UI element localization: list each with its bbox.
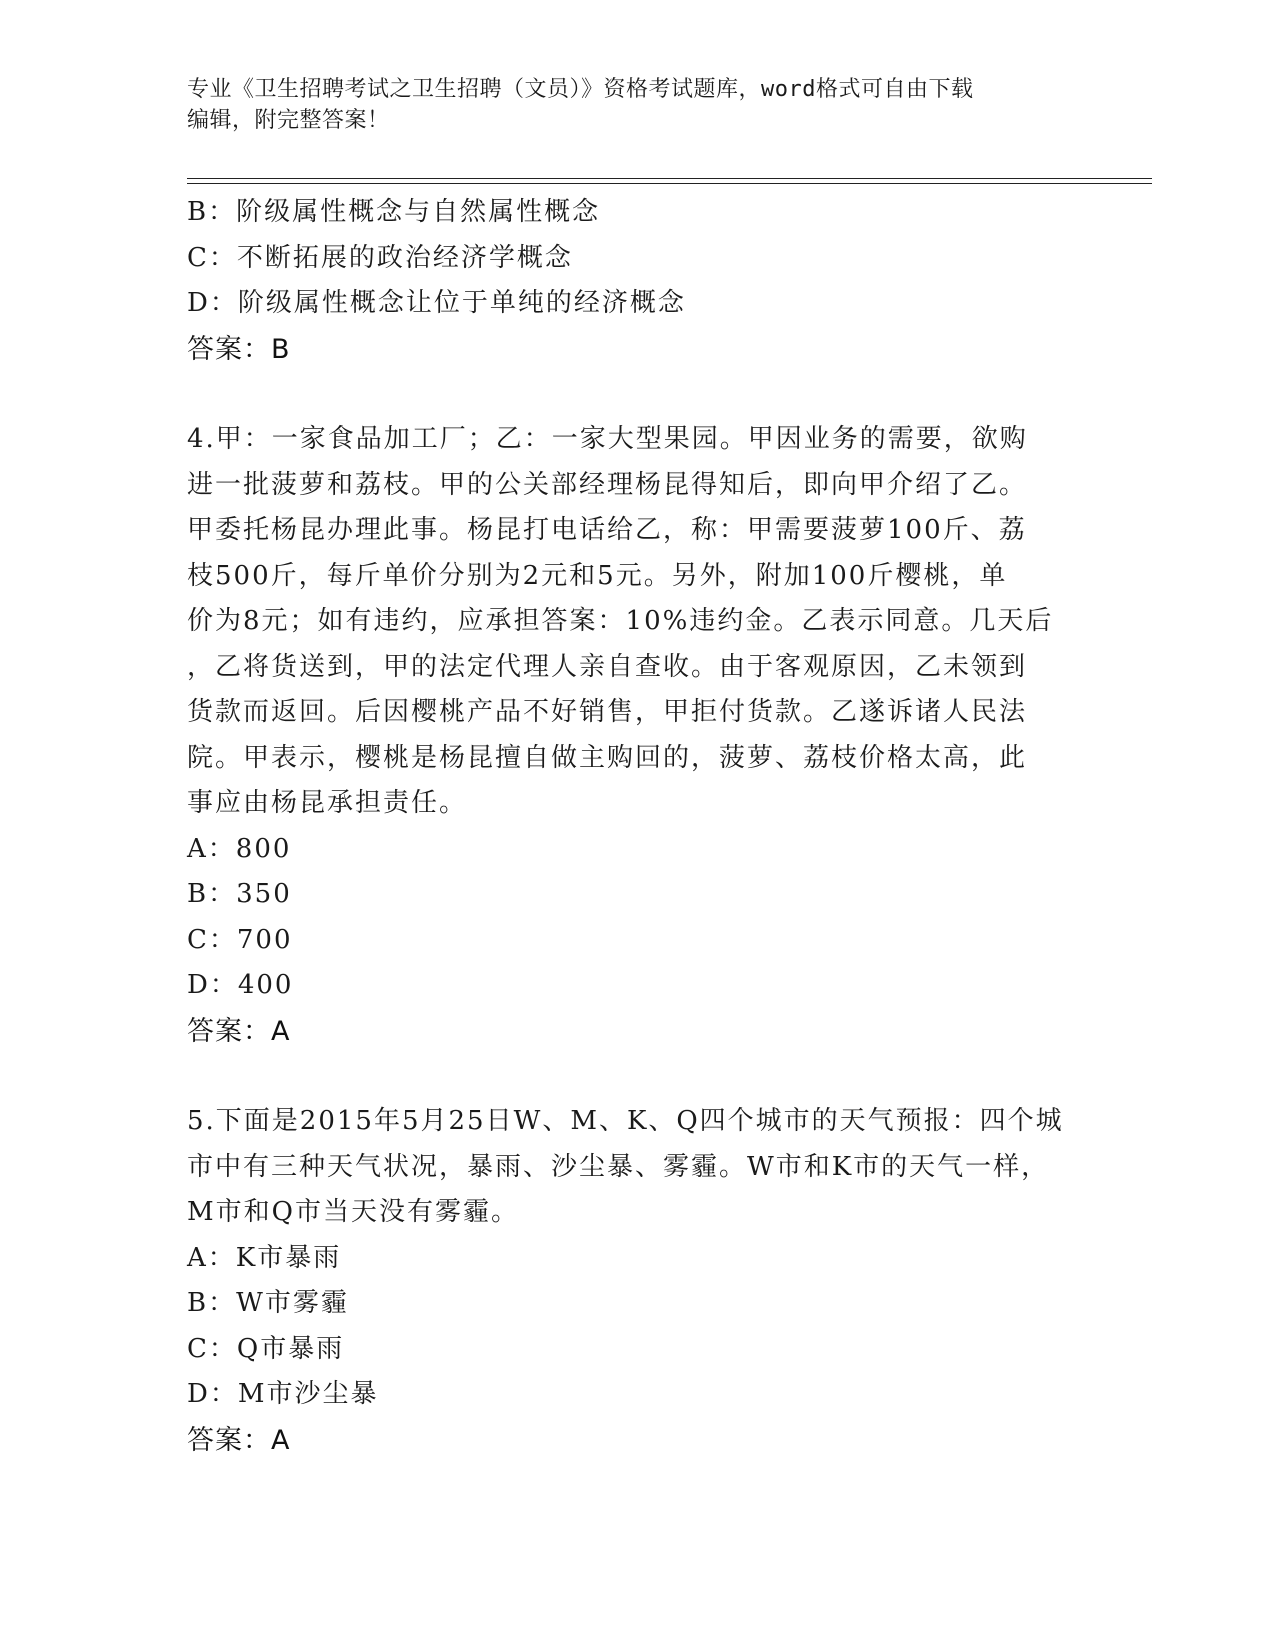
stem-line: 货款而返回。后因樱桃产品不好销售，甲拒付货款。乙遂诉诸人民法	[187, 697, 1028, 727]
stem-line: 价为8元；如有违约，应承担答案：10%违约金。乙表示同意。几天后	[187, 606, 1054, 636]
stem-line: 市中有三种天气状况，暴雨、沙尘暴、雾霾。W市和K市的天气一样，	[187, 1151, 1050, 1182]
header-line-2: 编辑，附完整答案！	[187, 108, 390, 133]
document-body	[187, 190, 1087, 1463]
document-header	[187, 74, 1067, 136]
question-spacer	[187, 372, 1087, 417]
stem-line: 4.甲：一家食品加工厂；乙：一家大型果园。甲因业务的需要，欲购	[187, 424, 1028, 454]
answer-label: 答案：B	[187, 333, 291, 365]
question-spacer	[187, 1054, 1087, 1099]
question-5	[187, 1099, 1087, 1463]
option-a: A：K市暴雨	[187, 1242, 342, 1273]
stem-line: 事应由杨昆承担责任。	[187, 788, 468, 818]
option-b: B：阶级属性概念与自然属性概念	[187, 197, 601, 227]
answer-label: 答案：A	[187, 1424, 291, 1456]
question-3	[187, 190, 1087, 372]
option-d: D：M市沙尘暴	[187, 1379, 379, 1409]
option-b: B：350	[187, 879, 292, 909]
option-b: B：W市雾霾	[187, 1288, 349, 1318]
option-d: D：400	[187, 970, 294, 1000]
option-c: C：不断拓展的政治经济学概念	[187, 242, 573, 273]
question-stem	[187, 417, 1087, 827]
question-4	[187, 417, 1087, 1054]
stem-line: M市和Q市当天没有雾霾。	[187, 1197, 519, 1227]
stem-line: 5.下面是2015年5月25日W、M、K、Q四个城市的天气预报：四个城	[187, 1106, 1064, 1136]
question-stem	[187, 1099, 1087, 1236]
option-d: D：阶级属性概念让位于单纯的经济概念	[187, 288, 686, 318]
stem-line: ，乙将货送到，甲的法定代理人亲自查收。由于客观原因，乙未领到	[187, 651, 1028, 682]
header-line-1: 专业《卫生招聘考试之卫生招聘（文员）》资格考试题库，word格式可自由下载	[187, 77, 974, 102]
answer-label: 答案：A	[187, 1015, 291, 1047]
header-divider	[187, 178, 1152, 184]
stem-line: 院。甲表示，樱桃是杨昆擅自做主购回的，菠萝、荔枝价格太高，此	[187, 742, 1028, 773]
option-c: C：Q市暴雨	[187, 1333, 345, 1364]
option-c: C：700	[187, 924, 293, 955]
option-a: A：800	[187, 833, 292, 864]
stem-line: 进一批菠萝和荔枝。甲的公关部经理杨昆得知后，即向甲介绍了乙。	[187, 469, 1028, 500]
stem-line: 甲委托杨昆办理此事。杨昆打电话给乙，称：甲需要菠萝100斤、荔	[187, 515, 1027, 545]
stem-line: 枝500斤，每斤单价分别为2元和5元。另外，附加100斤樱桃，单	[187, 560, 1008, 591]
